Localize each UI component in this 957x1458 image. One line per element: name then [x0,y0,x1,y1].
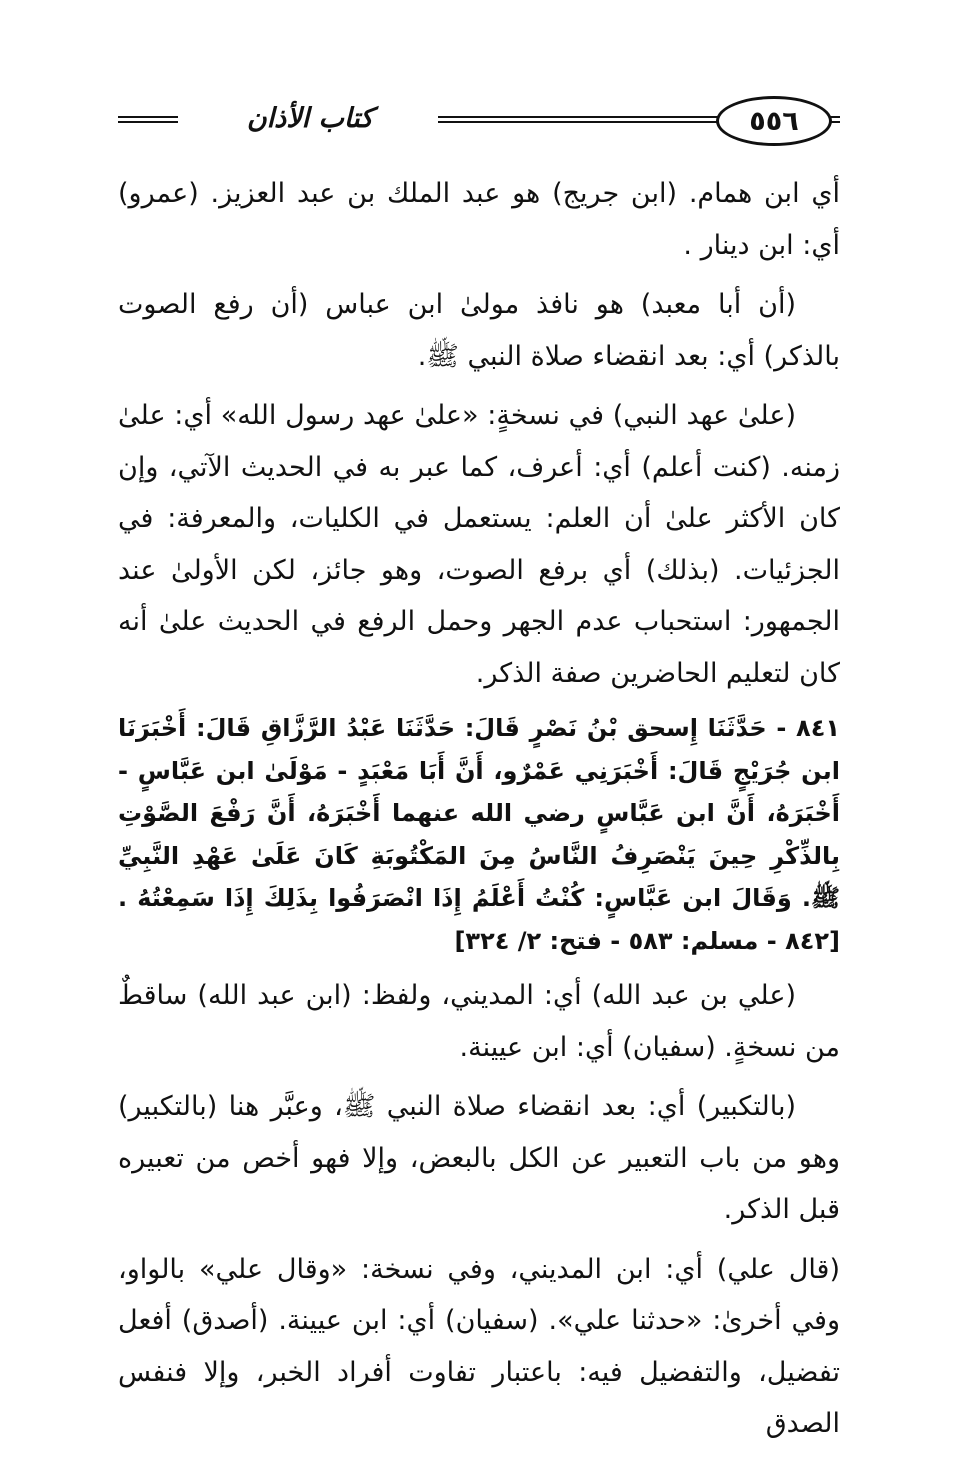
commentary-paragraph: (أن أبا معبد) هو نافذ مولىٰ ابن عباس (أن رفع الصوت بالذكر) أي: بعد انقضاء صلاة النبي ﷺ. [118,289,840,372]
page-number: ٥٥٦ [716,96,832,146]
commentary-paragraph: (قال علي) أي: ابن المديني، وفي نسخة: «وقال علي» بالواو، وفي أخرىٰ: «حدثنا علي». (سفيان) أي: ابن عيينة. (أصدق) أفعل تفضيل، والتفضيل فيه: باعتبار تفاوت أفراد الخبر، وإلا فنفس الصدق [118,1253,840,1439]
hadith-paragraph: ٨٤١ - حَدَّثَنَا إِسحق بْنُ نَصْرٍ قَالَ: حَدَّثَنَا عَبْدُ الرَّزَّاقِ قَالَ: أَخْبَرَنَا ابن جُرَيْجٍ قَالَ: أَخْبَرَنِي عَمْرٌو، أَنَّ أَبَا مَعْبَدٍ - مَوْلَىٰ ابن عَبَّاسٍ - أَخْبَرَهُ، أَنَّ ابن عَبَّاسٍ رضي الله عنهما أَخْبَرَهُ، أَنَّ رَفْعَ الصَّوْتِ بِالذِّكْرِ حِينَ يَنْصَرِفُ النَّاسُ مِنَ المَكْتُوبَةِ كَانَ عَلَىٰ عَهْدِ النَّبِيِّ ﷺ. وَقَالَ ابن عَبَّاسٍ: كُنْتُ أَعْلَمُ إِذَا انْصَرَفُوا بِذَلِكَ إِذَا سَمِعْتُهُ .[٨٤٢ - مسلم: ٥٨٣ - فتح: ٢/ ٣٢٤] [118,714,840,955]
page-body [118,168,840,1458]
commentary-paragraph: (علي بن عبد الله) أي: المديني، ولفظ: (ابن عبد الله) ساقطٌ من نسخةٍ. (سفيان) أي: ابن عيينة. [118,980,840,1063]
header-rule-left [118,116,178,123]
page-header [118,92,840,152]
commentary-paragraph: (بالتكبير) أي: بعد انقضاء صلاة النبي ﷺ، وعبَّر هنا (بالتكبير) وهو من باب التعبير عن الكل بالبعض، وإلا فهو أخص من تعبيره قبل الذكر. [118,1091,840,1225]
book-title: كتاب الأذان [246,102,374,134]
commentary-paragraph: (علىٰ عهد النبي) في نسخةٍ: «علىٰ عهد رسول الله» أي: علىٰ زمنه. (كنت أعلم) أي: أعرف، كما عبر به في الحديث الآتي، وإن كان الأكثر علىٰ أن العلم: يستعمل في الكليات، والمعرفة: في الجزئيات. (بذلك) أي برفع الصوت، وهو جائز، لكن الأولىٰ عند الجمهور: استحباب عدم الجهر وحمل الرفع في الحديث علىٰ أنه كان لتعليم الحاضرين صفة الذكر. [118,400,840,689]
commentary-paragraph: أي ابن همام. (ابن جريج) هو عبد الملك بن عبد العزيز. (عمرو) أي: ابن دينار . [118,178,840,261]
